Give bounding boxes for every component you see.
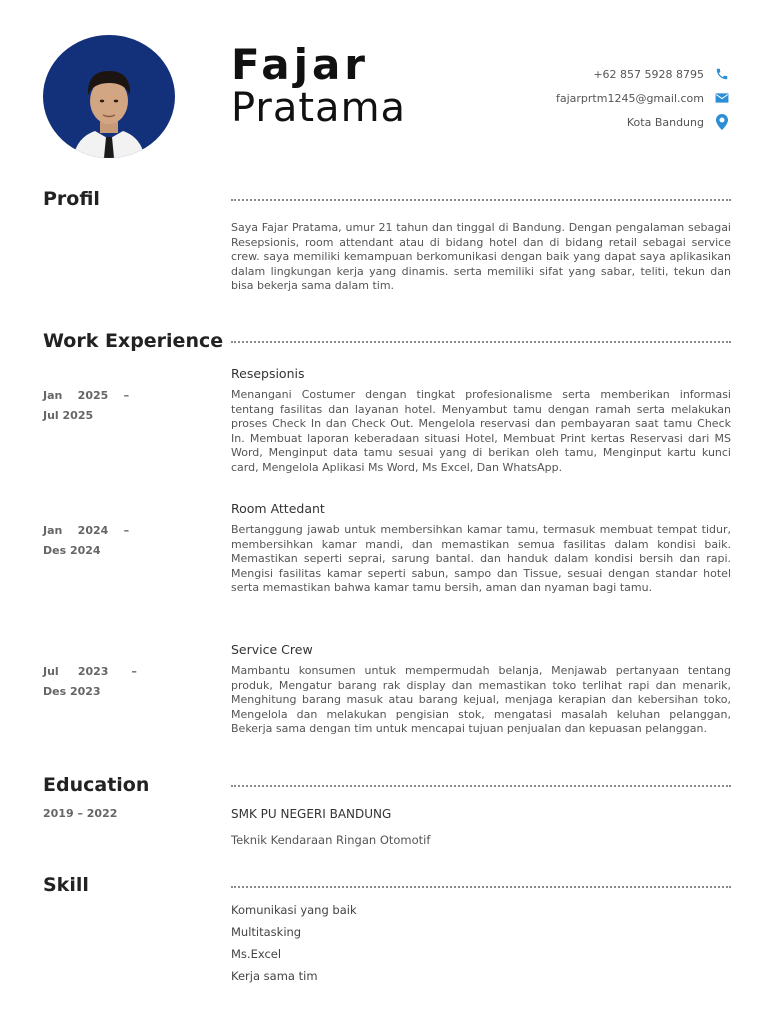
job-title: Room Attedant <box>231 501 325 516</box>
contact-email[interactable] <box>556 88 730 108</box>
location-text: Kota Bandung <box>626 115 704 129</box>
first-name: Fajar <box>231 40 370 89</box>
phone-icon <box>714 66 730 82</box>
school-name: SMK PU NEGERI BANDUNG <box>231 807 392 821</box>
job-description: Menangani Costumer dengan tingkat profesionalisme serta memberikan informasi tentang fasilitas dan layanan hotel. Menyambut tamu dengan ramah serta melakukan proses Check In dan Check Out. Mengelola reservasi dan pembayaran saat tamu Check In. Membuat laporan keberadaan situasi Hotel, Membuat Print kertas Reservasi dari MS Word, Menginput data tamu sesuai yang di berikan oleh tamu, Menginput kartu kunci card, Mengelola Aplikasi Ms Word, Ms Excel, Dan WhatsApp. <box>231 388 731 474</box>
phone-text: +62 857 5928 8795 <box>593 67 704 81</box>
location-pin-icon <box>714 114 730 130</box>
job-date-start: Jan 2025 – <box>43 389 130 402</box>
section-title-skill: Skill <box>43 874 89 896</box>
job-title: Resepsionis <box>231 366 305 381</box>
major-name: Teknik Kendaraan Ringan Otomotif <box>231 833 431 847</box>
skill-item: Kerja sama tim <box>231 969 318 983</box>
email-text: fajarprtm1245@gmail.com <box>555 91 704 105</box>
job-date-start: Jan 2024 – <box>43 524 130 537</box>
skill-item: Ms.Excel <box>231 947 282 961</box>
divider <box>231 199 731 201</box>
divider <box>231 886 731 888</box>
skill-item: Multitasking <box>231 925 302 939</box>
section-title-profile: Profil <box>43 188 100 210</box>
section-title-education: Education <box>43 774 150 796</box>
education-years: 2019 – 2022 <box>43 807 118 820</box>
job-description: Bertanggung jawab untuk membersihkan kamar tamu, termasuk membuat tempat tidur, membersihkan kamar mandi, dan memastikan semua fasilitas dalam kondisi baik. Memastikan seperti seprai, sarung bantal. dan handuk dalam kondisi bersih dan rapi. Mengisi fasilitas kamar seperti sabun, sampo dan Tissue, sesuai dengan standar hotel serta memastikan bahwa kamar tamu bersih, aman dan nyaman bagi tamu. <box>231 523 731 595</box>
profile-photo <box>43 35 175 158</box>
job-description: Mambantu konsumen untuk mempermudah belanja, Menjawab pertanyaan tentang produk, Mengatur barang rak display dan memastikan toko terlihat rapi dan menarik, Menghitung barang masuk atau barang kejual, menjaga kerapian dan kebersihan toko, Mengelola dan melakukan pengisian stok, mengatasi masalah keluhan pelanggan, Bekerja sama dengan tim untuk mencapai tujuan penjualan dan kepuasan pelanggan. <box>231 664 731 736</box>
profile-text: Saya Fajar Pratama, umur 21 tahun dan tinggal di Bandung. Dengan pengalaman sebagai Resepsionis, room attendant atau di bidang hotel dan di bidang retail sebagai service crew. saya memiliki kemampuan berkomunikasi dengan baik yang dapat saya aplikasikan dalam lingkungan kerja yang dinamis. serta memiliki sifat yang sabar, teliti, tekun dan bisa bekerja sama dalam tim. <box>231 221 731 293</box>
job-date-start: Jul 2023 – <box>43 665 137 678</box>
skill-item: Komunikasi yang baik <box>231 903 357 917</box>
contact-location[interactable] <box>627 112 730 132</box>
last-name: Pratama <box>231 85 407 131</box>
divider <box>231 341 731 343</box>
contact-phone[interactable] <box>593 64 730 84</box>
mail-icon <box>714 90 730 106</box>
divider <box>231 785 731 787</box>
section-title-work: Work Experience <box>43 330 224 352</box>
job-date-end: Jul 2025 <box>43 409 94 422</box>
job-date-end: Des 2023 <box>43 685 101 698</box>
job-date-end: Des 2024 <box>43 544 101 557</box>
job-title: Service Crew <box>231 642 313 657</box>
